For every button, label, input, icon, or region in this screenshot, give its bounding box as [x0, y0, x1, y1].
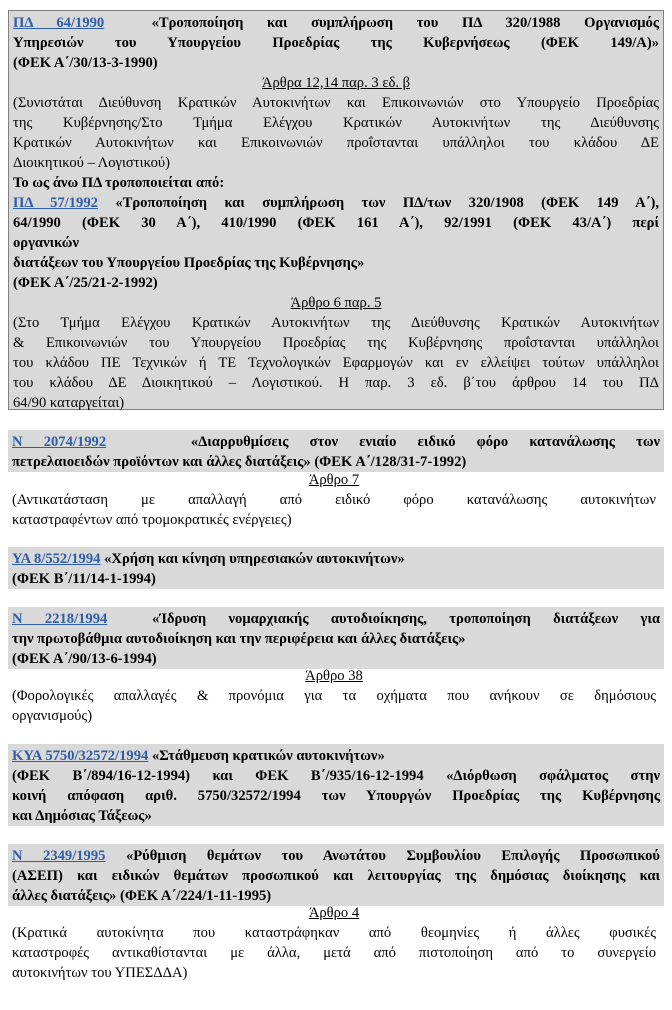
article-description-line: (Αντικατάσταση με απαλλαγή από ειδικό φόρο κατανάλωσης αυτοκινήτων [12, 492, 656, 508]
entry-title-line: άλλες διατάξεις» (ΦΕΚ Α΄/224/1-11-1995) [12, 888, 272, 904]
law-reference-link[interactable]: ΥΑ 8/552/1994 [12, 551, 101, 567]
article-description-line: της Κυβέρνησης/Στο Τμήμα Ελέγχου Κρατικών Αυτοκινήτων της Διεύθυνσης [13, 115, 659, 131]
entry-gazette: (ΦΕΚ Α΄/30/13-3-1990) [13, 55, 158, 71]
entry-title-line: πετρελαιοειδών προϊόντων και άλλες διατάξεις» (ΦΕΚ Α΄/128/31-7-1992) [12, 454, 467, 470]
law-reference-link[interactable]: Ν 2218/1994 [12, 611, 108, 627]
amendment-description-line: & Επικοινωνιών του Υπουργείου Προεδρίας της Κυβέρνησης προΐστανται υπάλληλοι [13, 335, 659, 351]
entry-ya-8-552-1994 [8, 547, 664, 589]
entry-title-line: (ΦΕΚ Β΄/894/16-12-1994) και ΦΕΚ Β΄/935/16-12-1994 «Διόρθωση σφάλματος στην [12, 768, 660, 784]
article-description-line: αυτοκινήτων του ΥΠΕΣΔΔΑ) [12, 965, 188, 981]
article-description-line: καταστραφέντων από τρομοκρατικές ενέργειες) [12, 512, 292, 528]
law-reference-link[interactable]: Ν 2074/1992 [12, 434, 107, 450]
entry-title-line: ΠΔ 64/1990 «Τροποποίηση και συμπλήρωση του ΠΔ 320/1988 Οργανισμός [13, 15, 660, 31]
entry-gazette: (ΦΕΚ Α΄/90/13-6-1994) [12, 651, 157, 667]
article-description-line: (Κρατικά αυτοκίνητα που καταστράφηκαν από θεομηνίες ή άλλες φυσικές [12, 925, 656, 941]
article-label: Άρθρο 4 [308, 905, 360, 921]
amendment-article-label: Άρθρο 6 παρ. 5 [290, 295, 382, 311]
entry-gazette: (ΦΕΚ Β΄/11/14-1-1994) [12, 571, 156, 587]
entry-n-2218-1994 [8, 607, 664, 669]
entry-title-line: Υπηρεσιών του Υπουργείου Προεδρίας της Κυβερνήσεως (ΦΕΚ 149/Α)» [13, 35, 659, 51]
entry-title-line: Ν 2074/1992 «Διαρρυθμίσεις στον ενιαίο ειδικό φόρο κατανάλωσης των [12, 434, 661, 450]
law-reference-link[interactable]: ΚΥΑ 5750/32572/1994 [12, 748, 149, 764]
article-description-line: Κρατικών Αυτοκινήτων και Επικοινωνιών προΐστανται υπάλληλοι του κλάδου ΔΕ [13, 135, 659, 151]
entry-title-line: την πρωτοβάθμια αυτοδιοίκηση και την περιφέρεια και άλλες διατάξεις» [12, 631, 466, 647]
entry-body [12, 666, 656, 726]
amendment-description-line: 64/90 καταργείται) [13, 395, 125, 411]
law-reference-link[interactable]: ΠΔ 64/1990 [13, 15, 105, 31]
entry-title-line: ΚΥΑ 5750/32572/1994 «Στάθμευση κρατικών αυτοκινήτων» [12, 748, 385, 764]
amendment-intro: Το ως άνω ΠΔ τροποποιείται από: [13, 175, 225, 191]
amendment-description-line: του κλάδου ΔΕ Διοικητικού – Λογιστικού. Η παρ. 3 εδ. β΄του άρθρου 14 του ΠΔ [13, 375, 659, 391]
amendment-reference-link[interactable]: ΠΔ 57/1992 [13, 195, 98, 211]
amendment-title-line: οργανικών [13, 235, 79, 251]
amendment-title-line: ΠΔ 57/1992 «Τροποποίηση και συμπλήρωση των ΠΔ/των 320/1908 (ΦΕΚ 149 Α΄), [13, 195, 659, 211]
entry-n-2349-1995 [8, 844, 664, 906]
entry-title-line: ΥΑ 8/552/1994 «Χρήση και κίνηση υπηρεσιακών αυτοκινήτων» [12, 551, 405, 567]
law-reference-link[interactable]: Ν 2349/1995 [12, 848, 106, 864]
entry-title-line: Ν 2218/1994 «Ίδρυση νομαρχιακής αυτοδιοίκησης, τροποποίηση διατάξεων για [12, 611, 660, 627]
article-label: Άρθρο 7 [308, 472, 360, 488]
amendment-description-line: του κλάδου ΠΕ Τεχνικών ή ΤΕ Τεχνολογικών Εφαρμογών και εν ελλείψει τούτων υπάλληλοι [13, 355, 659, 371]
entry-pd-64-1990 [8, 10, 664, 410]
article-label: Άρθρο 38 [305, 668, 363, 684]
article-label: Άρθρα 12,14 παρ. 3 εδ. β [261, 75, 411, 91]
article-description-line: καταστροφές αντικαθίστανται με άλλα, μετά από πιστοποίηση από το συνεργείο [12, 945, 656, 961]
amendment-gazette: (ΦΕΚ Α΄/25/21-2-1992) [13, 275, 158, 291]
entry-title-line: (ΑΣΕΠ) και ειδικών θεμάτων προσωπικού και λειτουργίας της δημόσιας διοίκησης και [12, 868, 660, 884]
entry-body [12, 470, 656, 530]
amendment-title-line: διατάξεων του Υπουργείου Προεδρίας της Κυβέρνησης» [13, 255, 365, 271]
entry-title-line: και Δημόσιας Τάξεως» [12, 808, 152, 824]
article-description-line: (Συνιστάται Διεύθυνση Κρατικών Αυτοκινήτων και Επικοινωνιών στο Υπουργείο Προεδρίας [13, 95, 659, 111]
entry-kya-5750-32572-1994 [8, 744, 664, 826]
entry-title-line: Ν 2349/1995 «Ρύθμιση θεμάτων του Ανωτάτου Συμβουλίου Επιλογής Προσωπικού [12, 848, 660, 864]
entry-title-line: κοινή απόφαση αριθ. 5750/32572/1994 των Υπουργών Προεδρίας της Κυβέρνησης [12, 788, 660, 804]
amendment-title-line: 64/1990 (ΦΕΚ 30 Α΄), 410/1990 (ΦΕΚ 161 Α΄), 92/1991 (ΦΕΚ 43/Α΄) περί [13, 215, 659, 231]
article-description-line: Διοικητικού – Λογιστικού) [13, 155, 170, 171]
entry-n-2074-1992 [8, 430, 664, 472]
entry-body [12, 903, 656, 983]
amendment-description-line: (Στο Τμήμα Ελέγχου Κρατικών Αυτοκινήτων της Διεύθυνσης Κρατικών Αυτοκινήτων [13, 315, 659, 331]
article-description-line: (Φορολογικές απαλλαγές & προνόμια για τα οχήματα που ανήκουν σε δημόσιους [12, 688, 656, 704]
article-description-line: οργανισμούς) [12, 708, 93, 724]
